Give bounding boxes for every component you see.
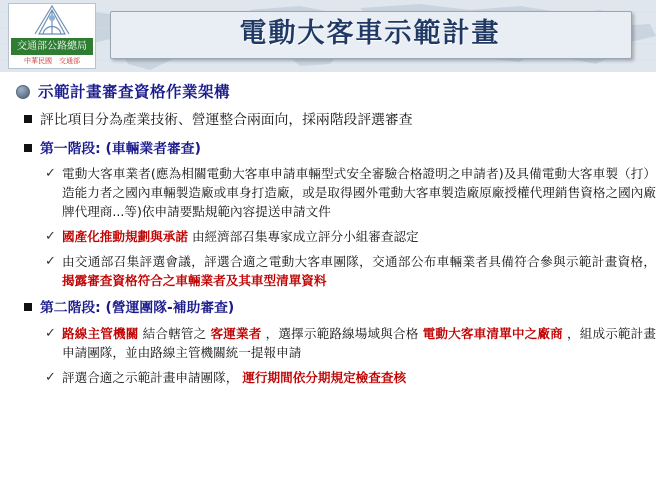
list-item	[45, 325, 656, 363]
agency-logo-band: 交通部公路總局	[11, 38, 93, 55]
square-bullet-icon	[24, 303, 32, 311]
outline-level1-list	[0, 110, 656, 388]
list-item	[40, 110, 656, 131]
check-icon: ✓	[45, 228, 56, 244]
square-bullet-icon	[24, 115, 32, 123]
square-bullet-icon	[24, 144, 32, 152]
sphere-bullet-icon	[16, 85, 30, 99]
section-heading	[14, 80, 656, 102]
list-item	[45, 369, 656, 388]
agency-logo-subtext: 中華民國 交通部	[24, 57, 80, 65]
sub-item-text-emphasis: 國產化推動規劃與承諾	[62, 228, 188, 244]
sub-item-text-emphasis: 電動大客車清單中之廠商	[422, 326, 563, 342]
sub-item-text-emphasis: 運行期間依分期規定檢查查核	[242, 369, 407, 385]
slide-title: 電動大客車示範計畫	[239, 18, 501, 49]
list-item	[45, 228, 656, 247]
stage-one-label: 第一階段: (車輛業者審查)	[40, 140, 201, 157]
sub-item-text: ，組成示範計畫申請團隊，並由路線主管機關統一提報申請	[62, 326, 656, 360]
stage-two-sublist	[40, 325, 656, 388]
list-item	[40, 298, 656, 387]
slide-header	[0, 0, 656, 72]
outline-item-label: 評比項目分為產業技術、營運整合兩面向，採兩階段評選審查	[40, 112, 413, 128]
list-item	[45, 165, 656, 222]
sub-item-text: 評選合適之示範計畫申請團隊，	[62, 369, 239, 385]
check-icon: ✓	[45, 369, 56, 385]
sub-item-text: 由交通部召集評選會議，評選合適之電動大客車團隊，交通部公布車輛業者具備符合參與示範計畫資格，	[62, 253, 656, 269]
sub-item-text: ，選擇示範路線場域與合格	[265, 326, 419, 342]
check-icon: ✓	[45, 326, 56, 342]
list-item	[45, 253, 656, 291]
sub-item-text: 結合轄管之	[142, 326, 207, 342]
sub-item-text: 由經濟部召集專家成立評分小組審查認定	[191, 228, 419, 244]
sub-item-text-emphasis: 路線主管機關	[62, 326, 139, 342]
check-icon: ✓	[45, 166, 56, 182]
sub-item-text: 電動大客車業者(應為相關電動大客車申請車輛型式安全審驗合格證明之申請者)及具備電動大客車製（打）造能力者之國內車輛製造廠或車身打造廠，或是取得國外電動大客車製造廠原廠授權代理銷售資格之國內廠牌代理商...等)依申請要點規範內容提送申請文件	[62, 166, 656, 219]
sub-item-text-emphasis: 客運業者	[210, 326, 262, 342]
slide-body	[0, 72, 656, 492]
stage-one-sublist	[40, 165, 656, 290]
stage-two-label: 第二階段: (營運團隊-補助審查)	[40, 300, 235, 317]
list-item	[40, 139, 656, 291]
section-heading-label: 示範計畫審查資格作業架構	[38, 83, 231, 101]
sub-item-text-emphasis: 揭露審查資格符合之車輛業者及其車型清單資料	[62, 272, 327, 288]
check-icon: ✓	[45, 253, 56, 269]
agency-logo	[8, 3, 96, 69]
